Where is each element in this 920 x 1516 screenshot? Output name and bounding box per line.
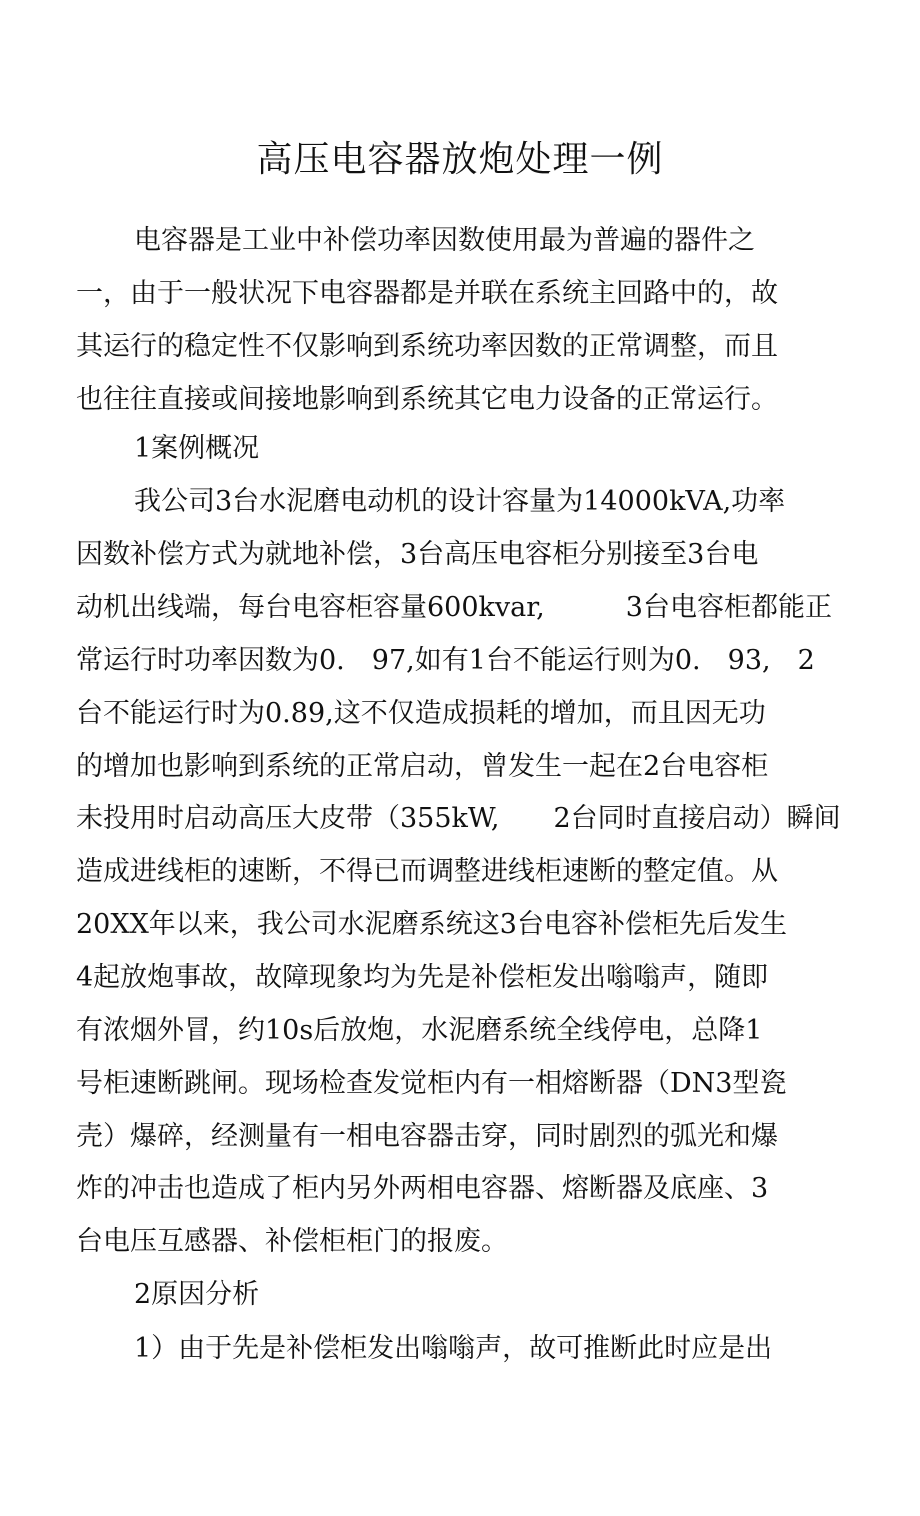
paragraph-line-2: 一，由于一般状况下电容器都是并联在系统主回路中的，故 (76, 278, 778, 309)
paragraph-line-5: 我公司3台水泥磨电动机的设计容量为14000kVA,功率 (134, 486, 786, 517)
paragraph-line-20: 1）由于先是补偿柜发出嗡嗡声，故可推断此时应是出 (134, 1333, 773, 1364)
paragraph-line-8: 常运行时功率因数为0. 97,如有1台不能运行则为0. 93, 2 (76, 645, 815, 676)
paragraph-line-12: 造成进线柜的速断，不得已而调整进线柜速断的整定值。从 (76, 856, 778, 887)
paragraph-line-6: 因数补偿方式为就地补偿，3台高压电容柜分别接至3台电 (76, 539, 759, 570)
paragraph-line-11: 未投用时启动高压大皮带（355kW, 2台同时直接启动）瞬间 (76, 803, 841, 834)
paragraph-line-10: 的增加也影响到系统的正常启动，曾发生一起在2台电容柜 (76, 751, 769, 782)
paragraph-line-15: 有浓烟外冒，约10s后放炮，水泥磨系统全线停电，总降1 (76, 1015, 763, 1046)
section-heading-case: 1案例概况 (134, 433, 260, 464)
paragraph-line-7: 动机出线端，每台电容柜容量600kvar, 3台电容柜都能正 (76, 592, 832, 623)
paragraph-line-3: 其运行的稳定性不仅影响到系统功率因数的正常调整，而且 (76, 331, 778, 362)
paragraph-line-14: 4起放炮事故，故障现象均为先是补偿柜发出嗡嗡声，随即 (76, 962, 769, 993)
section-heading-analysis: 2原因分析 (134, 1279, 260, 1310)
paragraph-line-9: 台不能运行时为0.89,这不仅造成损耗的增加，而且因无功 (76, 698, 766, 729)
paragraph-line-4: 也往往直接或间接地影响到系统其它电力设备的正常运行。 (76, 384, 778, 415)
paragraph-line-18: 炸的冲击也造成了柜内另外两相电容器、熔断器及底座、3 (76, 1173, 769, 1204)
document-title: 高压电容器放炮处理一例 (256, 139, 664, 180)
paragraph-line-16: 号柜速断跳闸。现场检查发觉柜内有一相熔断器（DN3型瓷 (76, 1068, 787, 1099)
paragraph-line-1: 电容器是工业中补偿功率因数使用最为普遍的器件之 (134, 225, 755, 256)
paragraph-line-19: 台电压互感器、补偿柜柜门的报废。 (76, 1226, 508, 1257)
paragraph-line-13: 20XX年以来，我公司水泥磨系统这3台电容补偿柜先后发生 (76, 909, 787, 940)
paragraph-line-17: 壳）爆碎，经测量有一相电容器击穿，同时剧烈的弧光和爆 (76, 1121, 778, 1152)
